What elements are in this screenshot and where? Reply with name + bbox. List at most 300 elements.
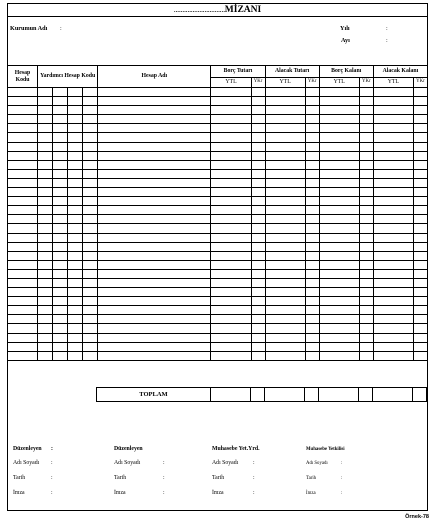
table-cell[interactable]	[68, 233, 83, 242]
table-cell[interactable]	[373, 242, 413, 251]
table-cell[interactable]	[98, 324, 211, 333]
table-cell[interactable]	[265, 278, 305, 287]
table-cell[interactable]	[53, 224, 68, 233]
table-cell[interactable]	[373, 224, 413, 233]
table-cell[interactable]	[53, 215, 68, 224]
table-cell[interactable]	[53, 151, 68, 160]
table-cell[interactable]	[359, 88, 373, 97]
table-cell[interactable]	[53, 342, 68, 351]
table-cell[interactable]	[251, 178, 265, 187]
table-cell[interactable]	[413, 306, 427, 315]
total-cell[interactable]	[305, 388, 319, 402]
total-cell[interactable]	[413, 388, 427, 402]
table-cell[interactable]	[305, 160, 319, 169]
table-cell[interactable]	[38, 351, 53, 360]
table-cell[interactable]	[413, 315, 427, 324]
table-cell[interactable]	[319, 224, 359, 233]
table-cell[interactable]	[98, 315, 211, 324]
table-cell[interactable]	[413, 206, 427, 215]
table-cell[interactable]	[53, 260, 68, 269]
table-cell[interactable]	[373, 297, 413, 306]
table-cell[interactable]	[373, 169, 413, 178]
table-cell[interactable]	[38, 324, 53, 333]
table-cell[interactable]	[98, 124, 211, 133]
table-cell[interactable]	[68, 115, 83, 124]
table-cell[interactable]	[373, 151, 413, 160]
table-cell[interactable]	[265, 251, 305, 260]
table-cell[interactable]	[98, 133, 211, 142]
table-cell[interactable]	[68, 97, 83, 106]
table-cell[interactable]	[83, 306, 98, 315]
table-cell[interactable]	[319, 178, 359, 187]
table-cell[interactable]	[68, 206, 83, 215]
table-cell[interactable]	[305, 115, 319, 124]
table-cell[interactable]	[98, 333, 211, 342]
table-cell[interactable]	[265, 297, 305, 306]
table-cell[interactable]	[83, 124, 98, 133]
table-cell[interactable]	[83, 169, 98, 178]
table-cell[interactable]	[211, 151, 251, 160]
table-cell[interactable]	[8, 233, 38, 242]
table-cell[interactable]	[38, 306, 53, 315]
table-cell[interactable]	[8, 288, 38, 297]
table-cell[interactable]	[413, 215, 427, 224]
table-cell[interactable]	[319, 197, 359, 206]
table-cell[interactable]	[38, 260, 53, 269]
table-cell[interactable]	[265, 233, 305, 242]
table-cell[interactable]	[83, 269, 98, 278]
table-cell[interactable]	[53, 206, 68, 215]
table-cell[interactable]	[53, 251, 68, 260]
table-cell[interactable]	[251, 215, 265, 224]
table-cell[interactable]	[359, 297, 373, 306]
table-cell[interactable]	[38, 342, 53, 351]
table-cell[interactable]	[211, 260, 251, 269]
table-cell[interactable]	[265, 324, 305, 333]
table-cell[interactable]	[413, 351, 427, 360]
table-cell[interactable]	[265, 224, 305, 233]
table-cell[interactable]	[211, 278, 251, 287]
table-cell[interactable]	[373, 97, 413, 106]
table-cell[interactable]	[38, 160, 53, 169]
table-cell[interactable]	[373, 188, 413, 197]
table-cell[interactable]	[38, 197, 53, 206]
table-cell[interactable]	[8, 269, 38, 278]
table-cell[interactable]	[319, 288, 359, 297]
table-cell[interactable]	[251, 351, 265, 360]
table-cell[interactable]	[68, 278, 83, 287]
table-cell[interactable]	[211, 206, 251, 215]
table-cell[interactable]	[413, 251, 427, 260]
table-cell[interactable]	[359, 351, 373, 360]
table-cell[interactable]	[359, 206, 373, 215]
table-cell[interactable]	[83, 242, 98, 251]
table-cell[interactable]	[98, 306, 211, 315]
table-cell[interactable]	[265, 124, 305, 133]
table-cell[interactable]	[359, 315, 373, 324]
table-cell[interactable]	[251, 233, 265, 242]
table-cell[interactable]	[265, 188, 305, 197]
table-cell[interactable]	[8, 106, 38, 115]
table-cell[interactable]	[53, 188, 68, 197]
table-cell[interactable]	[251, 315, 265, 324]
table-cell[interactable]	[211, 224, 251, 233]
table-cell[interactable]	[305, 224, 319, 233]
table-cell[interactable]	[413, 106, 427, 115]
table-cell[interactable]	[319, 106, 359, 115]
table-cell[interactable]	[373, 324, 413, 333]
table-cell[interactable]	[305, 351, 319, 360]
table-cell[interactable]	[265, 351, 305, 360]
table-cell[interactable]	[413, 97, 427, 106]
table-cell[interactable]	[98, 260, 211, 269]
table-cell[interactable]	[83, 88, 98, 97]
table-cell[interactable]	[83, 151, 98, 160]
table-cell[interactable]	[98, 160, 211, 169]
table-cell[interactable]	[305, 288, 319, 297]
table-cell[interactable]	[38, 233, 53, 242]
table-cell[interactable]	[68, 269, 83, 278]
table-cell[interactable]	[83, 278, 98, 287]
table-cell[interactable]	[373, 251, 413, 260]
table-cell[interactable]	[38, 333, 53, 342]
table-cell[interactable]	[8, 188, 38, 197]
table-cell[interactable]	[83, 197, 98, 206]
table-cell[interactable]	[265, 306, 305, 315]
table-cell[interactable]	[359, 233, 373, 242]
table-cell[interactable]	[265, 133, 305, 142]
table-cell[interactable]	[319, 233, 359, 242]
table-cell[interactable]	[265, 178, 305, 187]
table-cell[interactable]	[251, 197, 265, 206]
table-cell[interactable]	[413, 178, 427, 187]
table-cell[interactable]	[373, 142, 413, 151]
table-cell[interactable]	[251, 188, 265, 197]
table-cell[interactable]	[98, 188, 211, 197]
table-cell[interactable]	[305, 251, 319, 260]
table-cell[interactable]	[98, 269, 211, 278]
table-cell[interactable]	[413, 342, 427, 351]
table-cell[interactable]	[68, 178, 83, 187]
table-cell[interactable]	[413, 297, 427, 306]
table-cell[interactable]	[319, 142, 359, 151]
table-cell[interactable]	[98, 242, 211, 251]
table-cell[interactable]	[319, 88, 359, 97]
table-cell[interactable]	[83, 115, 98, 124]
table-cell[interactable]	[359, 306, 373, 315]
table-cell[interactable]	[359, 215, 373, 224]
table-cell[interactable]	[83, 97, 98, 106]
table-cell[interactable]	[211, 306, 251, 315]
table-cell[interactable]	[83, 142, 98, 151]
table-cell[interactable]	[305, 97, 319, 106]
table-cell[interactable]	[413, 160, 427, 169]
table-cell[interactable]	[68, 124, 83, 133]
table-cell[interactable]	[68, 142, 83, 151]
table-cell[interactable]	[251, 151, 265, 160]
table-cell[interactable]	[53, 178, 68, 187]
table-cell[interactable]	[53, 115, 68, 124]
table-cell[interactable]	[8, 142, 38, 151]
table-cell[interactable]	[265, 260, 305, 269]
table-cell[interactable]	[373, 88, 413, 97]
table-cell[interactable]	[359, 160, 373, 169]
table-cell[interactable]	[265, 315, 305, 324]
table-cell[interactable]	[83, 260, 98, 269]
table-cell[interactable]	[265, 115, 305, 124]
table-cell[interactable]	[305, 106, 319, 115]
table-cell[interactable]	[38, 169, 53, 178]
table-cell[interactable]	[211, 333, 251, 342]
table-cell[interactable]	[359, 106, 373, 115]
table-cell[interactable]	[53, 288, 68, 297]
table-cell[interactable]	[98, 288, 211, 297]
table-cell[interactable]	[38, 251, 53, 260]
table-cell[interactable]	[373, 206, 413, 215]
table-cell[interactable]	[53, 324, 68, 333]
table-cell[interactable]	[53, 351, 68, 360]
table-cell[interactable]	[8, 278, 38, 287]
table-cell[interactable]	[83, 315, 98, 324]
table-cell[interactable]	[98, 351, 211, 360]
total-cell[interactable]	[373, 388, 413, 402]
table-cell[interactable]	[98, 151, 211, 160]
table-cell[interactable]	[83, 333, 98, 342]
table-cell[interactable]	[413, 260, 427, 269]
table-cell[interactable]	[98, 251, 211, 260]
table-cell[interactable]	[38, 178, 53, 187]
table-cell[interactable]	[8, 306, 38, 315]
table-cell[interactable]	[83, 251, 98, 260]
table-cell[interactable]	[211, 324, 251, 333]
table-cell[interactable]	[373, 197, 413, 206]
table-cell[interactable]	[373, 351, 413, 360]
table-cell[interactable]	[38, 269, 53, 278]
table-cell[interactable]	[265, 97, 305, 106]
table-cell[interactable]	[305, 197, 319, 206]
table-cell[interactable]	[319, 324, 359, 333]
table-cell[interactable]	[413, 233, 427, 242]
table-cell[interactable]	[413, 288, 427, 297]
table-cell[interactable]	[68, 106, 83, 115]
table-cell[interactable]	[53, 169, 68, 178]
table-cell[interactable]	[38, 278, 53, 287]
table-cell[interactable]	[373, 306, 413, 315]
table-cell[interactable]	[38, 242, 53, 251]
table-cell[interactable]	[68, 224, 83, 233]
table-cell[interactable]	[413, 188, 427, 197]
table-cell[interactable]	[305, 178, 319, 187]
table-cell[interactable]	[413, 278, 427, 287]
table-cell[interactable]	[8, 215, 38, 224]
table-cell[interactable]	[265, 333, 305, 342]
table-cell[interactable]	[38, 288, 53, 297]
table-cell[interactable]	[83, 178, 98, 187]
table-cell[interactable]	[38, 315, 53, 324]
table-cell[interactable]	[211, 297, 251, 306]
table-cell[interactable]	[373, 160, 413, 169]
table-cell[interactable]	[305, 242, 319, 251]
table-cell[interactable]	[413, 169, 427, 178]
table-cell[interactable]	[8, 115, 38, 124]
table-cell[interactable]	[83, 160, 98, 169]
table-cell[interactable]	[38, 215, 53, 224]
table-cell[interactable]	[68, 151, 83, 160]
table-cell[interactable]	[53, 97, 68, 106]
table-cell[interactable]	[211, 233, 251, 242]
table-cell[interactable]	[98, 106, 211, 115]
table-cell[interactable]	[38, 206, 53, 215]
table-cell[interactable]	[8, 197, 38, 206]
table-cell[interactable]	[38, 151, 53, 160]
table-cell[interactable]	[251, 242, 265, 251]
table-cell[interactable]	[319, 151, 359, 160]
table-cell[interactable]	[98, 97, 211, 106]
table-cell[interactable]	[251, 342, 265, 351]
table-cell[interactable]	[38, 297, 53, 306]
table-cell[interactable]	[68, 351, 83, 360]
table-cell[interactable]	[319, 251, 359, 260]
table-cell[interactable]	[251, 124, 265, 133]
table-cell[interactable]	[68, 342, 83, 351]
table-cell[interactable]	[211, 251, 251, 260]
table-cell[interactable]	[8, 224, 38, 233]
table-cell[interactable]	[373, 342, 413, 351]
table-cell[interactable]	[53, 124, 68, 133]
table-cell[interactable]	[359, 324, 373, 333]
table-cell[interactable]	[265, 206, 305, 215]
table-cell[interactable]	[359, 169, 373, 178]
table-cell[interactable]	[68, 288, 83, 297]
table-cell[interactable]	[413, 115, 427, 124]
table-cell[interactable]	[83, 233, 98, 242]
table-cell[interactable]	[8, 178, 38, 187]
table-cell[interactable]	[98, 169, 211, 178]
table-cell[interactable]	[68, 315, 83, 324]
table-cell[interactable]	[211, 142, 251, 151]
table-cell[interactable]	[265, 106, 305, 115]
table-cell[interactable]	[251, 97, 265, 106]
table-cell[interactable]	[251, 324, 265, 333]
table-cell[interactable]	[38, 88, 53, 97]
table-cell[interactable]	[98, 88, 211, 97]
table-cell[interactable]	[305, 342, 319, 351]
table-cell[interactable]	[359, 224, 373, 233]
table-cell[interactable]	[53, 315, 68, 324]
table-cell[interactable]	[38, 188, 53, 197]
table-cell[interactable]	[319, 269, 359, 278]
table-cell[interactable]	[319, 278, 359, 287]
table-cell[interactable]	[211, 133, 251, 142]
table-cell[interactable]	[251, 88, 265, 97]
table-cell[interactable]	[265, 215, 305, 224]
table-cell[interactable]	[211, 106, 251, 115]
table-cell[interactable]	[53, 233, 68, 242]
table-cell[interactable]	[38, 133, 53, 142]
table-cell[interactable]	[319, 242, 359, 251]
table-cell[interactable]	[359, 288, 373, 297]
table-cell[interactable]	[98, 142, 211, 151]
table-cell[interactable]	[305, 88, 319, 97]
table-cell[interactable]	[373, 333, 413, 342]
table-cell[interactable]	[211, 124, 251, 133]
table-cell[interactable]	[305, 333, 319, 342]
table-cell[interactable]	[359, 197, 373, 206]
table-cell[interactable]	[319, 206, 359, 215]
table-cell[interactable]	[305, 169, 319, 178]
table-cell[interactable]	[8, 88, 38, 97]
table-cell[interactable]	[359, 151, 373, 160]
table-cell[interactable]	[98, 233, 211, 242]
table-cell[interactable]	[319, 124, 359, 133]
table-cell[interactable]	[359, 115, 373, 124]
table-cell[interactable]	[83, 206, 98, 215]
table-cell[interactable]	[251, 224, 265, 233]
table-cell[interactable]	[83, 215, 98, 224]
table-cell[interactable]	[8, 251, 38, 260]
table-cell[interactable]	[319, 160, 359, 169]
table-cell[interactable]	[53, 333, 68, 342]
table-cell[interactable]	[98, 297, 211, 306]
table-cell[interactable]	[53, 242, 68, 251]
table-cell[interactable]	[68, 324, 83, 333]
table-cell[interactable]	[319, 188, 359, 197]
table-cell[interactable]	[53, 142, 68, 151]
table-cell[interactable]	[359, 188, 373, 197]
table-cell[interactable]	[8, 342, 38, 351]
table-cell[interactable]	[211, 242, 251, 251]
table-cell[interactable]	[8, 133, 38, 142]
table-cell[interactable]	[359, 178, 373, 187]
table-cell[interactable]	[373, 315, 413, 324]
table-cell[interactable]	[38, 142, 53, 151]
table-cell[interactable]	[251, 251, 265, 260]
table-cell[interactable]	[8, 242, 38, 251]
table-cell[interactable]	[373, 269, 413, 278]
table-cell[interactable]	[68, 242, 83, 251]
table-cell[interactable]	[305, 188, 319, 197]
table-cell[interactable]	[373, 106, 413, 115]
table-cell[interactable]	[413, 224, 427, 233]
table-cell[interactable]	[305, 124, 319, 133]
table-cell[interactable]	[373, 133, 413, 142]
table-cell[interactable]	[319, 169, 359, 178]
table-cell[interactable]	[8, 351, 38, 360]
table-cell[interactable]	[265, 242, 305, 251]
table-cell[interactable]	[38, 115, 53, 124]
table-cell[interactable]	[413, 151, 427, 160]
table-cell[interactable]	[211, 169, 251, 178]
table-cell[interactable]	[265, 88, 305, 97]
table-cell[interactable]	[8, 315, 38, 324]
table-cell[interactable]	[68, 333, 83, 342]
table-cell[interactable]	[8, 124, 38, 133]
table-cell[interactable]	[319, 333, 359, 342]
table-cell[interactable]	[359, 142, 373, 151]
table-cell[interactable]	[251, 333, 265, 342]
table-cell[interactable]	[305, 215, 319, 224]
table-cell[interactable]	[319, 215, 359, 224]
total-cell[interactable]	[319, 388, 359, 402]
table-cell[interactable]	[359, 260, 373, 269]
table-cell[interactable]	[359, 242, 373, 251]
table-cell[interactable]	[211, 269, 251, 278]
table-cell[interactable]	[251, 278, 265, 287]
table-cell[interactable]	[373, 124, 413, 133]
table-cell[interactable]	[8, 260, 38, 269]
table-cell[interactable]	[359, 251, 373, 260]
table-cell[interactable]	[83, 133, 98, 142]
